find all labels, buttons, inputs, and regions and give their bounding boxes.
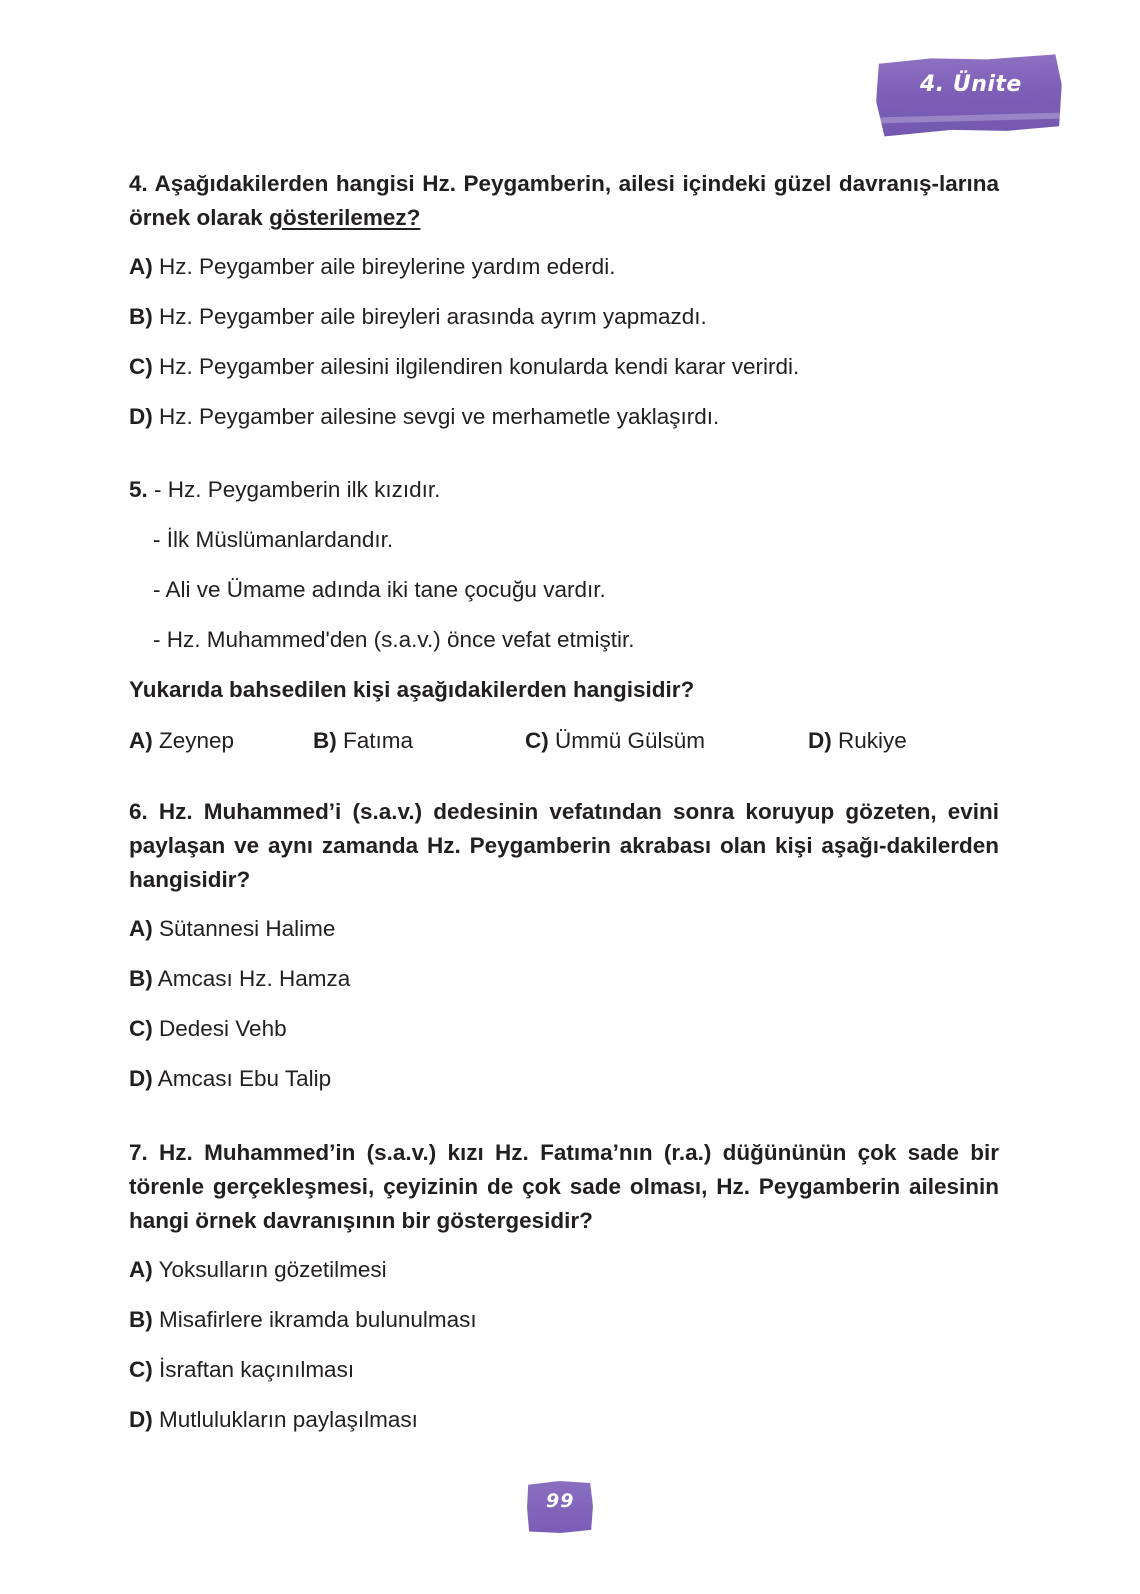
option-text: Amcası Hz. Hamza	[152, 966, 351, 991]
question-6-option-a[interactable]	[129, 914, 335, 944]
option-letter: A)	[129, 728, 153, 753]
question-4-option-d[interactable]	[129, 402, 719, 432]
question-6-option-b[interactable]	[129, 964, 350, 994]
page-number: 99	[546, 1490, 575, 1512]
question-5-number: 5.	[129, 477, 148, 502]
question-4-stem-underlined: gösterilemez?	[269, 205, 421, 230]
question-5-clue-2: - İlk Müslümanlardandır.	[153, 527, 394, 552]
option-letter: C)	[525, 728, 549, 753]
option-letter: D)	[129, 1407, 153, 1432]
question-5-clue-1	[129, 475, 440, 505]
option-letter: B)	[313, 728, 337, 753]
option-text: Sütannesi Halime	[152, 916, 336, 941]
question-5-clue-4: - Hz. Muhammed'den (s.a.v.) önce vefat etmiştir.	[153, 627, 635, 652]
option-letter: A)	[129, 1257, 153, 1282]
question-7-option-c[interactable]	[129, 1355, 354, 1385]
question-7-option-a[interactable]	[129, 1255, 387, 1285]
option-text: Yoksulların gözetilmesi	[152, 1257, 387, 1282]
option-letter: C)	[129, 1357, 153, 1382]
option-text: Hz. Peygamber aile bireylerine yardım ederdi.	[152, 254, 616, 279]
option-text: Hz. Peygamber ailesini ilgilendiren konularda kendi karar verirdi.	[152, 354, 800, 379]
question-4-stem-text: 4. Aşağıdakilerden hangisi Hz. Peygamberin, ailesi içindeki güzel davranış-larına örnek olarak	[129, 171, 999, 230]
question-6-stem: 6. Hz. Muhammed’i (s.a.v.) dedesinin vefatından sonra koruyup gözeten, evini paylaşan ve aynı zamanda Hz. Peygamberin akrabası olan kişi aşağı-dakilerden hangisidir?	[129, 799, 999, 892]
option-text: Zeynep	[152, 728, 235, 753]
question-4-option-b[interactable]	[129, 302, 707, 332]
option-text: Dedesi Vehb	[152, 1016, 287, 1041]
option-letter: D)	[808, 728, 832, 753]
question-4-option-c[interactable]	[129, 352, 799, 382]
option-text: Ümmü Gülsüm	[548, 728, 706, 753]
option-letter: B)	[129, 1307, 153, 1332]
question-5-clue-3: - Ali ve Ümame adında iki tane çocuğu vardır.	[153, 577, 606, 602]
option-text: Rukiye	[831, 728, 907, 753]
option-text: Fatıma	[336, 728, 414, 753]
question-4-option-a[interactable]	[129, 252, 615, 282]
question-5-option-d[interactable]	[808, 726, 907, 756]
option-text: Misafirlere ikramda bulunulması	[152, 1307, 477, 1332]
question-5-stem: Yukarıda bahsedilen kişi aşağıdakilerden hangisidir?	[129, 677, 695, 702]
option-letter: A)	[129, 916, 153, 941]
question-7-option-b[interactable]	[129, 1305, 477, 1335]
question-7-stem: 7. Hz. Muhammed’in (s.a.v.) kızı Hz. Fatıma’nın (r.a.) düğününün çok sade bir törenle gerçekleşmesi, çeyizinin de çok sade olması, Hz. Peygamberin ailesinin hangi örnek davranışının bir göstergesidir?	[129, 1140, 999, 1233]
question-6-option-c[interactable]	[129, 1014, 287, 1044]
option-letter: B)	[129, 304, 153, 329]
option-letter: A)	[129, 254, 153, 279]
option-letter: B)	[129, 966, 153, 991]
question-5-option-c[interactable]	[525, 726, 705, 756]
option-letter: C)	[129, 354, 153, 379]
option-text: İsraftan kaçınılması	[152, 1357, 355, 1382]
option-letter: C)	[129, 1016, 153, 1041]
unit-label: 4. Ünite	[920, 72, 1022, 97]
question-6-option-d[interactable]	[129, 1064, 331, 1094]
option-text: Mutlulukların paylaşılması	[152, 1407, 418, 1432]
option-letter: D)	[129, 1066, 153, 1091]
question-5-option-b[interactable]	[313, 726, 413, 756]
option-text: Hz. Peygamber aile bireyleri arasında ayrım yapmazdı.	[152, 304, 707, 329]
question-7-option-d[interactable]	[129, 1405, 418, 1435]
clue-text: - Hz. Peygamberin ilk kızıdır.	[147, 477, 441, 502]
option-letter: D)	[129, 404, 153, 429]
question-4-stem	[129, 167, 999, 235]
question-5-option-a[interactable]	[129, 726, 234, 756]
option-text: Amcası Ebu Talip	[152, 1066, 332, 1091]
option-text: Hz. Peygamber ailesine sevgi ve merhametle yaklaşırdı.	[152, 404, 720, 429]
